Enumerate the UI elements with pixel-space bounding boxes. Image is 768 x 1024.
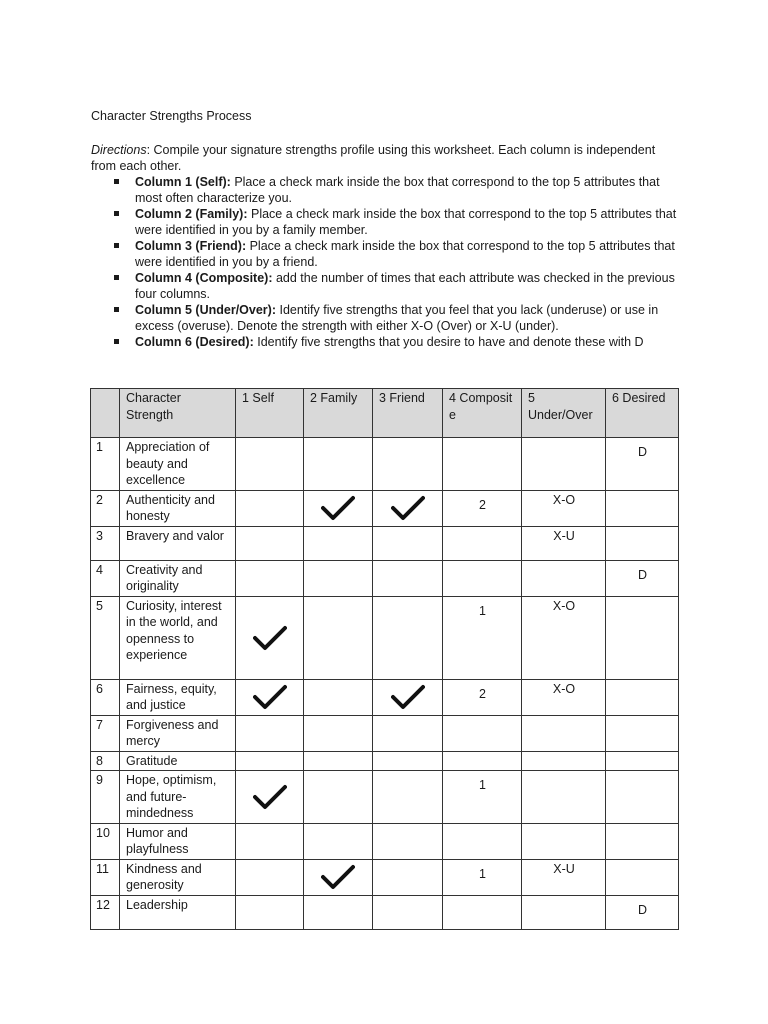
column-instruction-text: Place a check mark inside the box that correspond to the top 5 attributes that most often characterize you.: [135, 175, 660, 205]
check-mark-icon: [253, 630, 287, 644]
document-title: Character Strengths Process: [91, 109, 252, 123]
strength-name: Fairness, equity, and justice: [120, 679, 236, 715]
cell-under-over: [522, 438, 606, 491]
column-instruction-item: [135, 206, 681, 238]
strength-name: Creativity and originality: [120, 560, 236, 596]
cell-family[interactable]: [304, 560, 373, 596]
table-row: [91, 560, 679, 596]
column-instruction-label: Column 3 (Friend):: [135, 239, 247, 253]
check-mark-icon: [391, 500, 425, 514]
cell-family[interactable]: [304, 526, 373, 560]
check-mark-icon: [321, 500, 355, 514]
strength-name: Appreciation of beauty and excellence: [120, 438, 236, 491]
column-instruction-item: [135, 302, 681, 334]
row-number: 11: [91, 859, 120, 895]
cell-self[interactable]: [236, 895, 304, 929]
header-family: 2 Family: [304, 389, 373, 438]
cell-self[interactable]: [236, 560, 304, 596]
strengths-table: [90, 388, 679, 930]
table-row: [91, 596, 679, 679]
row-number: 4: [91, 560, 120, 596]
strength-name: Bravery and valor: [120, 526, 236, 560]
cell-family[interactable]: [304, 596, 373, 679]
column-instruction-label: Column 6 (Desired):: [135, 335, 254, 349]
column-instruction-text: Identify five strengths that you feel that you lack (underuse) or use in excess (overuse). Denote the strength with either X-O (Over) or X-U (under).: [135, 303, 659, 333]
cell-friend[interactable]: [373, 438, 443, 491]
cell-self[interactable]: [236, 526, 304, 560]
cell-family[interactable]: [304, 715, 373, 751]
column-instruction-label: Column 2 (Family):: [135, 207, 248, 221]
cell-under-over: [522, 771, 606, 824]
cell-composite: 2: [443, 490, 522, 526]
column-instruction-text: Place a check mark inside the box that correspond to the top 5 attributes that were identified in you by a friend.: [135, 239, 675, 269]
column-instruction-text: Place a check mark inside the box that correspond to the top 5 attributes that were identified in you by a family member.: [135, 207, 677, 237]
cell-friend[interactable]: [373, 771, 443, 824]
row-number: 10: [91, 823, 120, 859]
header-self: 1 Self: [236, 389, 304, 438]
cell-under-over: X-O: [522, 596, 606, 679]
table-row: [91, 771, 679, 824]
header-composite: 4 Composite: [443, 389, 522, 438]
cell-self[interactable]: [236, 823, 304, 859]
check-mark-icon: [253, 789, 287, 803]
strength-name: Authenticity and honesty: [120, 490, 236, 526]
cell-desired: [606, 859, 679, 895]
cell-desired: D: [606, 560, 679, 596]
cell-composite: [443, 895, 522, 929]
cell-family[interactable]: [304, 823, 373, 859]
column-instruction-item: [135, 238, 681, 270]
cell-family[interactable]: [304, 438, 373, 491]
row-number: 8: [91, 751, 120, 771]
row-number: 2: [91, 490, 120, 526]
table-header-row: [91, 389, 679, 438]
cell-friend[interactable]: [373, 596, 443, 679]
strength-name: Hope, optimism, and future-mindedness: [120, 771, 236, 824]
cell-self[interactable]: [236, 679, 304, 715]
column-instruction-text: add the number of times that each attribute was checked in the previous four columns.: [135, 271, 675, 301]
cell-composite: [443, 751, 522, 771]
row-number: 12: [91, 895, 120, 929]
cell-composite: [443, 438, 522, 491]
table-row: [91, 679, 679, 715]
cell-under-over: [522, 895, 606, 929]
cell-desired: D: [606, 895, 679, 929]
cell-friend[interactable]: [373, 560, 443, 596]
cell-under-over: [522, 715, 606, 751]
cell-desired: [606, 679, 679, 715]
cell-family[interactable]: [304, 679, 373, 715]
cell-self[interactable]: [236, 490, 304, 526]
column-instruction-text: Identify five strengths that you desire to have and denote these with D: [253, 335, 644, 349]
cell-self[interactable]: [236, 771, 304, 824]
directions-label: Directions: [91, 143, 147, 157]
cell-friend[interactable]: [373, 859, 443, 895]
strength-name: Forgiveness and mercy: [120, 715, 236, 751]
cell-desired: [606, 715, 679, 751]
cell-friend[interactable]: [373, 823, 443, 859]
column-instruction-label: Column 1 (Self):: [135, 175, 231, 189]
column-instruction-label: Column 4 (Composite):: [135, 271, 273, 285]
table-row: [91, 526, 679, 560]
cell-composite: [443, 526, 522, 560]
strength-name: Humor and playfulness: [120, 823, 236, 859]
cell-family[interactable]: [304, 751, 373, 771]
cell-friend[interactable]: [373, 490, 443, 526]
cell-family[interactable]: [304, 859, 373, 895]
cell-under-over: X-O: [522, 490, 606, 526]
cell-under-over: [522, 560, 606, 596]
row-number: 6: [91, 679, 120, 715]
header-strength: Character Strength: [120, 389, 236, 438]
cell-under-over: X-U: [522, 859, 606, 895]
cell-desired: [606, 596, 679, 679]
table-row: [91, 438, 679, 491]
cell-self[interactable]: [236, 859, 304, 895]
row-number: 1: [91, 438, 120, 491]
table-row: [91, 715, 679, 751]
row-number: 7: [91, 715, 120, 751]
table-row: [91, 490, 679, 526]
cell-friend[interactable]: [373, 679, 443, 715]
table-body: [91, 438, 679, 930]
strength-name: Leadership: [120, 895, 236, 929]
column-instruction-item: [135, 270, 681, 302]
cell-self[interactable]: [236, 596, 304, 679]
row-number: 5: [91, 596, 120, 679]
cell-family[interactable]: [304, 895, 373, 929]
cell-friend[interactable]: [373, 895, 443, 929]
cell-desired: D: [606, 438, 679, 491]
column-instructions-list: [91, 174, 681, 350]
directions-paragraph: [91, 142, 681, 174]
cell-desired: [606, 823, 679, 859]
row-number: 3: [91, 526, 120, 560]
header-friend: 3 Friend: [373, 389, 443, 438]
strength-name: Kindness and generosity: [120, 859, 236, 895]
check-mark-icon: [253, 689, 287, 703]
header-desired: 6 Desired: [606, 389, 679, 438]
cell-composite: 2: [443, 679, 522, 715]
table-row: [91, 895, 679, 929]
header-under-over: 5 Under/Over: [522, 389, 606, 438]
row-number: 9: [91, 771, 120, 824]
cell-self[interactable]: [236, 438, 304, 491]
strength-name: Gratitude: [120, 751, 236, 771]
cell-self[interactable]: [236, 751, 304, 771]
cell-under-over: X-O: [522, 679, 606, 715]
cell-desired: [606, 526, 679, 560]
cell-self[interactable]: [236, 715, 304, 751]
cell-under-over: [522, 823, 606, 859]
column-instruction-item: [135, 334, 681, 350]
check-mark-icon: [321, 869, 355, 883]
cell-composite: 1: [443, 771, 522, 824]
cell-desired: [606, 490, 679, 526]
cell-friend[interactable]: [373, 715, 443, 751]
cell-composite: 1: [443, 596, 522, 679]
cell-under-over: [522, 751, 606, 771]
column-instruction-label: Column 5 (Under/Over):: [135, 303, 276, 317]
cell-family[interactable]: [304, 490, 373, 526]
table-row: [91, 751, 679, 771]
cell-composite: [443, 560, 522, 596]
column-instruction-item: [135, 174, 681, 206]
cell-composite: [443, 823, 522, 859]
cell-composite: [443, 715, 522, 751]
table-row: [91, 823, 679, 859]
cell-friend[interactable]: [373, 526, 443, 560]
check-mark-icon: [391, 689, 425, 703]
header-number: [91, 389, 120, 438]
worksheet-page: [91, 108, 681, 350]
table-row: [91, 859, 679, 895]
cell-family[interactable]: [304, 771, 373, 824]
strength-name: Curiosity, interest in the world, and openness to experience: [120, 596, 236, 679]
cell-desired: [606, 751, 679, 771]
directions-text: : Compile your signature strengths profile using this worksheet. Each column is independent from each other.: [91, 143, 656, 173]
cell-desired: [606, 771, 679, 824]
cell-under-over: X-U: [522, 526, 606, 560]
cell-composite: 1: [443, 859, 522, 895]
cell-friend[interactable]: [373, 751, 443, 771]
